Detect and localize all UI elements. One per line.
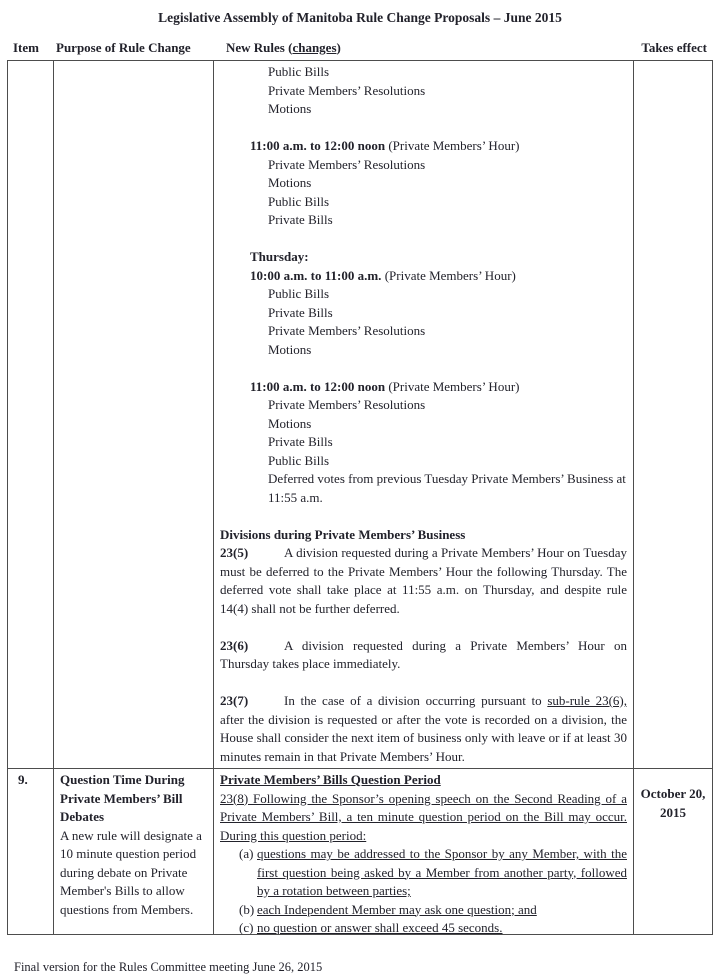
purpose-cell	[53, 61, 213, 768]
blank-line	[220, 119, 627, 138]
underlined-text: 23(8) Following the Sponsor’s opening speech on the Second Reading of a Private Members’ Bill, a ten minute question period on the Bill may occur. During this question period:	[220, 790, 627, 843]
schedule-item: Public Bills	[268, 452, 330, 468]
new-rules-changes-word: changes	[292, 40, 337, 55]
time-range: 10:00 a.m. to 11:00 a.m.	[250, 267, 382, 283]
schedule-item: Private Members’ Resolutions	[268, 156, 426, 172]
column-header-item: Item	[13, 40, 39, 55]
new-rules-cell	[213, 769, 633, 934]
takes-effect-date: 2015	[660, 804, 686, 820]
new-rules-cell	[213, 61, 633, 768]
schedule-item: Motions	[268, 175, 312, 190]
table-row	[8, 61, 712, 768]
schedule-item: Public Bills	[268, 286, 330, 301]
document-title: Legislative Assembly of Manitoba Rule Change Proposals – June 2015	[158, 10, 562, 25]
purpose-cell	[53, 769, 213, 934]
table-row	[8, 768, 712, 934]
purpose-heading: Question Time During Private Members’ Bill Debates	[60, 772, 185, 824]
schedule-item: Private Members’ Resolutions	[268, 323, 426, 338]
schedule-item: Motions	[268, 415, 312, 431]
schedule-item: Private Bills	[268, 304, 333, 320]
new-rules-prefix: New Rules (	[226, 40, 293, 55]
schedule-item: Public Bills	[268, 193, 330, 209]
underlined-text: Private Members’ Bills Question Period	[220, 772, 441, 787]
blank-line	[220, 618, 627, 637]
rule-paragraph: 23(5) A division requested during a Private Members’ Hour on Tuesday must be deferred to the Private Members’ Hour the following Thursday. The deferred vote shall take place at 11:55 a.m. on Thursday, and despite rule 14(4) shall not be further deferred.	[220, 545, 627, 616]
schedule-item: Motions	[268, 341, 312, 357]
text-segment: In the case of a division occurring pursuant to	[284, 693, 548, 708]
rule-number: 23(7)	[220, 693, 249, 708]
item-cell: 9.	[18, 772, 28, 787]
blank-line	[220, 507, 627, 526]
schedule-item: Deferred votes from previous Tuesday Private Members’ Business at 11:55 a.m.	[268, 471, 626, 505]
time-range: 11:00 a.m. to 12:00 noon	[250, 378, 386, 394]
table-header-row	[7, 39, 711, 57]
schedule-item: Private Bills	[268, 212, 333, 227]
rule-paragraph: 23(6) A division requested during a Private Members’ Hour on Thursday takes place immediately.	[220, 637, 627, 671]
time-heading: 11:00 a.m. to 12:00 noon (Private Members’ Hour)	[250, 138, 520, 153]
section-heading	[220, 771, 627, 790]
rule-paragraph	[220, 692, 627, 766]
blank-line	[220, 359, 627, 378]
rules-table	[7, 60, 713, 935]
rule-number: 23(6)	[220, 637, 249, 653]
text-segment: after the division is requested or after the vote is recorded on a division, the House shall consider the next item of business only with leave or if at least 30 minutes remain in that Private Members’ Hour.	[220, 711, 627, 764]
list-text: each Independent Member may ask one question; and	[257, 901, 537, 917]
blank-line	[220, 230, 627, 249]
section-heading: Divisions during Private Members’ Business	[220, 526, 466, 542]
day-heading: Thursday:	[250, 249, 309, 264]
time-heading: 10:00 a.m. to 11:00 a.m. (Private Members’ Hour)	[250, 267, 516, 283]
column-header-new-rules	[212, 39, 632, 57]
new-rules-suffix: )	[336, 40, 341, 55]
purpose-text: A new rule will designate a 10 minute question period during debate on Private Member's Bills to allow questions from Members.	[60, 827, 202, 917]
time-range: 11:00 a.m. to 12:00 noon	[250, 138, 386, 153]
list-marker: (c)	[239, 920, 254, 934]
list-item	[239, 845, 627, 901]
text-segment: sub-rule 23(6),	[547, 693, 627, 708]
list-item	[239, 901, 627, 920]
rule-number: 23(5)	[220, 545, 249, 560]
schedule-item: Public Bills	[268, 64, 330, 79]
takes-effect-cell	[633, 769, 712, 934]
takes-effect-cell	[633, 61, 712, 768]
schedule-item: Motions	[268, 101, 312, 116]
item-cell	[8, 61, 53, 768]
list-item	[239, 919, 627, 934]
schedule-item: Private Members’ Resolutions	[268, 82, 426, 98]
schedule-item: Private Bills	[268, 434, 333, 449]
list-marker: (a)	[239, 846, 254, 861]
column-header-purpose: Purpose of Rule Change	[56, 40, 191, 55]
document-footer: Final version for the Rules Committee meeting June 26, 2015	[14, 960, 323, 974]
column-header-takes-effect: Takes effect	[641, 40, 707, 55]
list-text: no question or answer shall exceed 45 seconds.	[257, 920, 503, 934]
rule-paragraph	[220, 790, 627, 846]
blank-line	[220, 674, 627, 693]
list-text: questions may be addressed to the Sponsor by any Member, with the first question being asked by a Member from another party, followed by a rotation between parties;	[257, 846, 627, 898]
list-marker: (b)	[239, 901, 255, 917]
schedule-item: Private Members’ Resolutions	[268, 397, 426, 412]
time-heading: 11:00 a.m. to 12:00 noon (Private Members’ Hour)	[250, 378, 520, 394]
takes-effect-date: October 20,	[640, 786, 706, 801]
